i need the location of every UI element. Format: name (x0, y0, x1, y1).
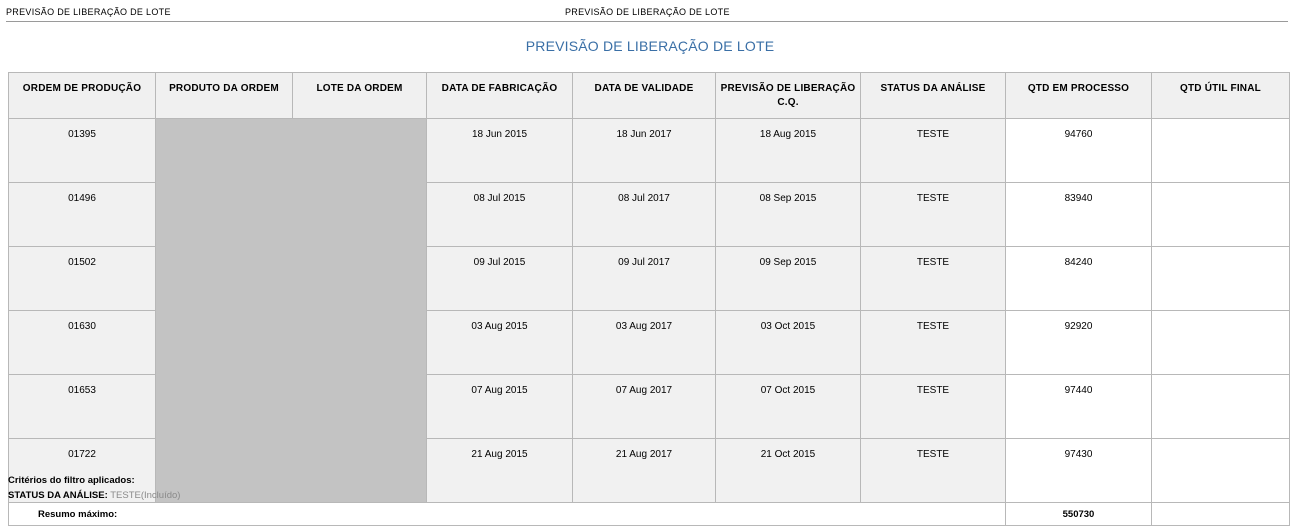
col-header-previsao: PREVISÃO DE LIBERAÇÃO C.Q. (716, 73, 861, 119)
cell-qtd-util (1152, 375, 1290, 439)
masked-product-lot-block (156, 119, 427, 503)
page-header (0, 0, 1300, 22)
cell-previsao: 21 Oct 2015 (716, 439, 861, 503)
cell-fabricacao: 07 Aug 2015 (427, 375, 573, 439)
page-header-left-text: PREVISÃO DE LIBERAÇÃO DE LOTE (6, 7, 171, 17)
col-header-fabricacao: DATA DE FABRICAÇÃO (427, 73, 573, 119)
cell-fabricacao: 21 Aug 2015 (427, 439, 573, 503)
report-table (8, 72, 1290, 526)
col-header-status: STATUS DA ANÁLISE (861, 73, 1006, 119)
cell-ordem: 01653 (9, 375, 156, 439)
cell-qtd-processo: 92920 (1006, 311, 1152, 375)
cell-previsao: 18 Aug 2015 (716, 119, 861, 183)
cell-status: TESTE (861, 311, 1006, 375)
summary-label: Resumo máximo: (9, 503, 1006, 526)
cell-previsao: 07 Oct 2015 (716, 375, 861, 439)
cell-qtd-util (1152, 119, 1290, 183)
cell-fabricacao: 03 Aug 2015 (427, 311, 573, 375)
cell-qtd-processo: 94760 (1006, 119, 1152, 183)
header-divider (6, 21, 1288, 22)
cell-status: TESTE (861, 375, 1006, 439)
cell-validade: 08 Jul 2017 (573, 183, 716, 247)
page-header-center-text: PREVISÃO DE LIBERAÇÃO DE LOTE (565, 7, 730, 17)
cell-ordem: 01395 (9, 119, 156, 183)
cell-previsao: 08 Sep 2015 (716, 183, 861, 247)
cell-qtd-util (1152, 247, 1290, 311)
summary-qtd-processo-total: 550730 (1006, 503, 1152, 526)
cell-validade: 09 Jul 2017 (573, 247, 716, 311)
cell-status: TESTE (861, 439, 1006, 503)
col-header-lote: LOTE DA ORDEM (293, 73, 427, 119)
cell-previsao: 03 Oct 2015 (716, 311, 861, 375)
filter-key: STATUS DA ANÁLISE: (8, 490, 108, 501)
cell-validade: 07 Aug 2017 (573, 375, 716, 439)
cell-ordem: 01496 (9, 183, 156, 247)
cell-qtd-processo: 97430 (1006, 439, 1152, 503)
cell-status: TESTE (861, 183, 1006, 247)
col-header-qtd-processo: QTD EM PROCESSO (1006, 73, 1152, 119)
cell-qtd-util (1152, 439, 1290, 503)
cell-status: TESTE (861, 119, 1006, 183)
cell-fabricacao: 18 Jun 2015 (427, 119, 573, 183)
col-header-validade: DATA DE VALIDADE (573, 73, 716, 119)
filters-title: Critérios do filtro aplicados: (8, 475, 135, 486)
cell-qtd-util (1152, 311, 1290, 375)
cell-status: TESTE (861, 247, 1006, 311)
table-row (9, 119, 1290, 183)
cell-previsao: 09 Sep 2015 (716, 247, 861, 311)
filter-line (8, 488, 180, 503)
filter-value: TESTE(Incluído) (110, 490, 181, 501)
cell-qtd-processo: 83940 (1006, 183, 1152, 247)
cell-qtd-util (1152, 183, 1290, 247)
cell-validade: 03 Aug 2017 (573, 311, 716, 375)
cell-fabricacao: 09 Jul 2015 (427, 247, 573, 311)
cell-qtd-processo: 97440 (1006, 375, 1152, 439)
cell-ordem: 01630 (9, 311, 156, 375)
col-header-qtd-util: QTD ÚTIL FINAL (1152, 73, 1290, 119)
col-header-ordem: ORDEM DE PRODUÇÃO (9, 73, 156, 119)
applied-filters (8, 473, 180, 503)
report-title: PREVISÃO DE LIBERAÇÃO DE LOTE (525, 38, 775, 54)
table-header-row (9, 73, 1290, 119)
cell-ordem: 01502 (9, 247, 156, 311)
cell-validade: 21 Aug 2017 (573, 439, 716, 503)
cell-validade: 18 Jun 2017 (573, 119, 716, 183)
col-header-produto: PRODUTO DA ORDEM (156, 73, 293, 119)
cell-fabricacao: 08 Jul 2015 (427, 183, 573, 247)
cell-ordem: 01722 (9, 439, 156, 503)
cell-qtd-processo: 84240 (1006, 247, 1152, 311)
